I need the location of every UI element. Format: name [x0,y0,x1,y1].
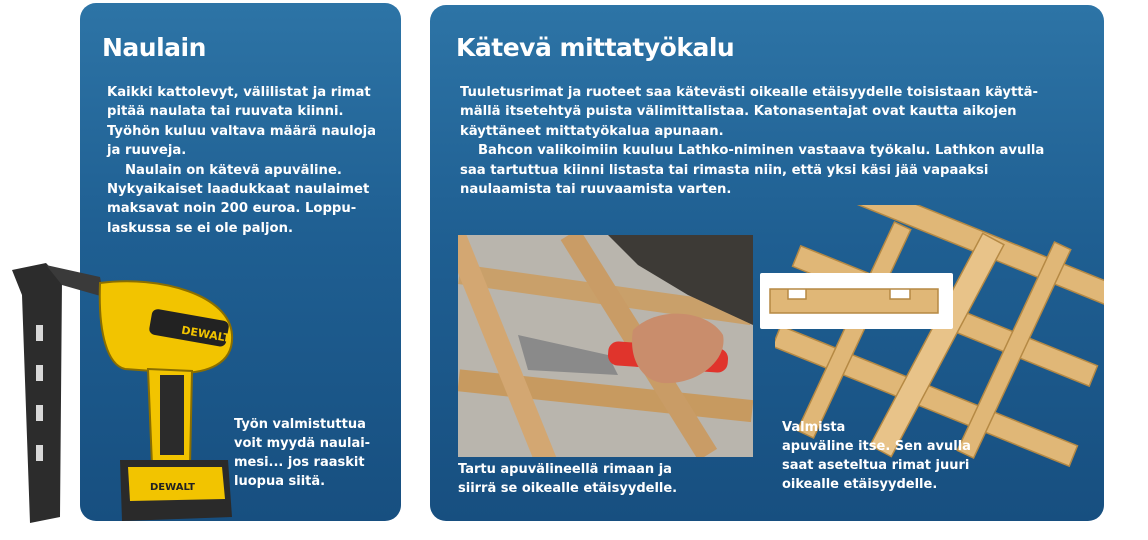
nailer-article-body [107,83,377,238]
tool-inset [760,273,953,329]
tool-in-use-photo [458,235,753,457]
measuring-tool-article-panel [430,5,1104,521]
measuring-tool-body [460,83,1060,199]
measuring-tool-title: Kätevä mittatyökalu [456,33,735,62]
nail-gun-image [0,255,240,540]
nailer-brand-label: DEWALT [180,323,232,346]
svg-text:DEWALT: DEWALT [150,482,195,493]
nailer-magazine [12,263,62,523]
nailer-paragraph-2: Naulain on kätevä apuväline. Nykyaikaiset laadukkaat naulaimet maksavat noin 200 euroa. Loppu-laskussa se ei ole paljon. [107,162,370,236]
nailer-article-title: Naulain [102,33,206,62]
nailer-caption: Työn valmistuttua voit myydä naulai- mesi... jos raaskit luopua siitä. [234,417,371,489]
measuring-tool-paragraph-2: Bahcon valikoimiin kuuluu Lathko-niminen vastaava työkalu. Lathkon avulla saa tartuttua kiinni listasta tai rimasta niin, että yksi käsi jää vapaaksi naulaamista tai ruuvaamista varten. [460,143,1045,198]
photo-caption: Tartu apuvälineellä rimaan ja siirrä se oikealle etäisyydelle. [458,462,678,496]
measuring-tool-paragraph-1: Tuuletusrimat ja ruoteet saa kätevästi oikealle etäisyydelle toisistaan käyttä-mällä itsetehtyä puista välimittalistaa. Katonasentajat ovat kautta aikojen käyttäneet mittatyökalua apunaan. [460,85,1038,139]
spacer-tool-profile [770,289,938,313]
diagram-caption: Valmista apuväline itse. Sen avulla saat aseteltua rimat juuri oikealle etäisyydelle. [782,420,971,492]
nailer-paragraph-1: Kaikki kattolevyt, välilistat ja rimat pitää naulata tai ruuvata kiinni. Työhön kuluu valtava määrä nauloja ja ruuveja. [107,85,377,159]
